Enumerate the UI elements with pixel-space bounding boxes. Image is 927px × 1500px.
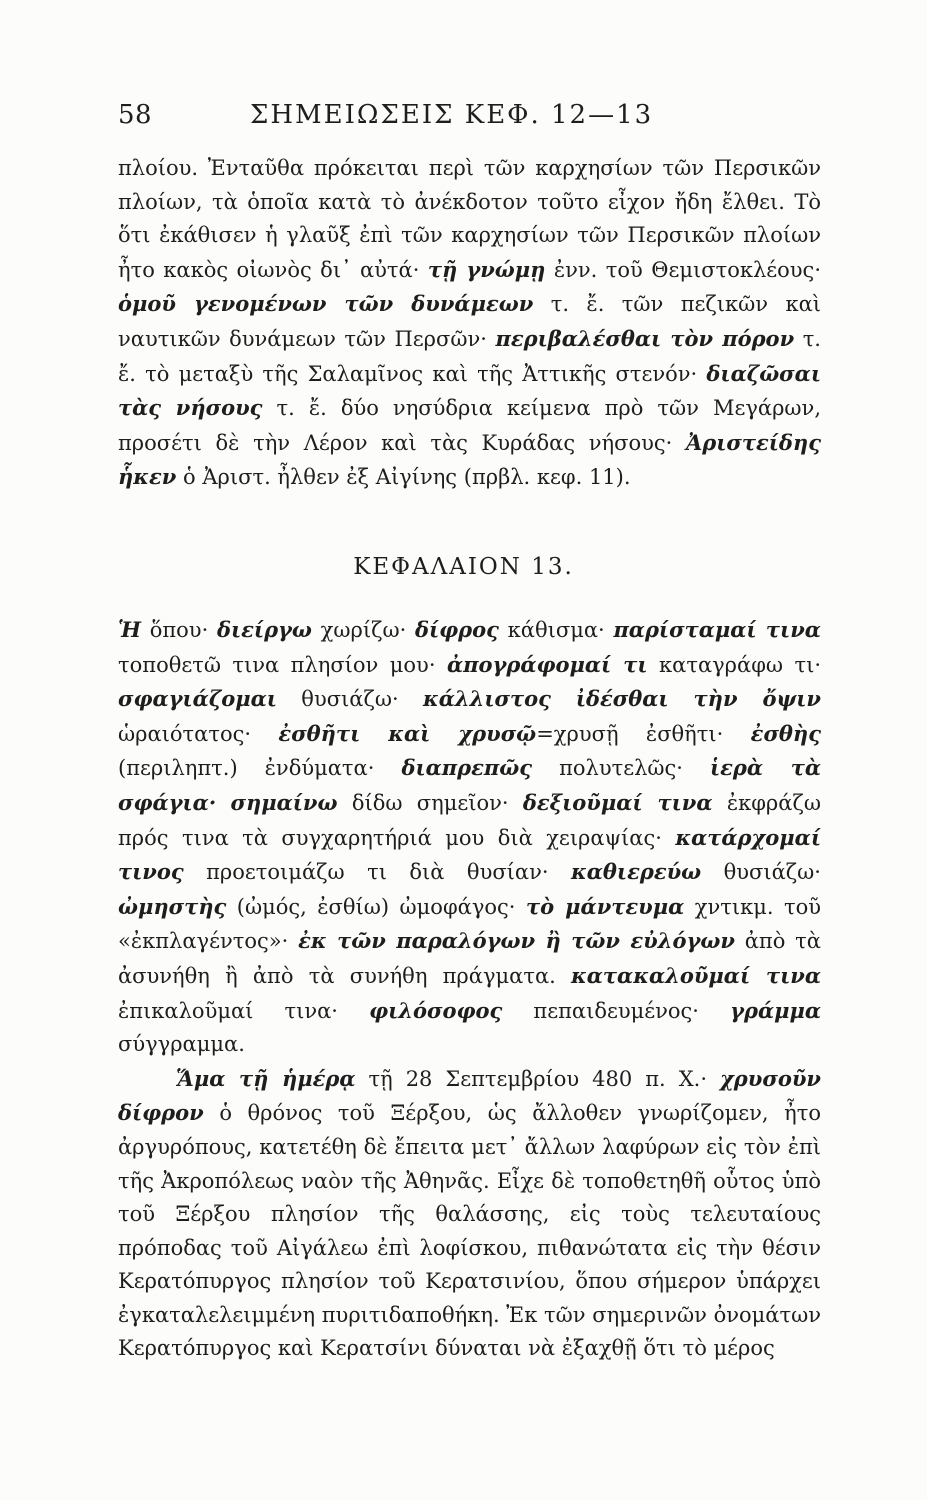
paragraph: πλοίου. Ἐνταῦθα πρόκειται περὶ τῶν καρχησίων τῶν Περσικῶν πλοίων, τὰ ὁποῖα κατὰ τὸ ἀνέκδοτον τοῦτο εἶχον ἤδη ἔλθει. Τὸ ὅτι ἐκάθισεν ἡ γλαῦξ ἐπὶ τῶν καρχησίων τῶν Περσικῶν πλοίων ἦτο κακὸς οἰωνὸς δι᾽ αὐτά· τῇ γνώμῃ ἐνν. τοῦ Θεμιστοκλέους· ὁμοῦ γενομένων τῶν δυνάμεων τ. ἔ. τῶν πεζικῶν καὶ ναυτικῶν δυνάμεων τῶν Περσῶν· περιβαλέσθαι τὸν πόρον τ. ἔ. τὸ μεταξὺ τῆς Σαλαμῖνος καὶ τῆς Ἀττικῆς στενόν· διαζῶσαι τὰς νήσους τ. ἔ. δύο νησύδρια κείμενα πρὸ τῶν Μεγάρων, προσέτι δὲ τὴν Λέρον καὶ τὰς Κυράδας νήσους· Ἀριστείδης ἧκεν ὁ Ἀριστ. ἦλθεν ἐξ Αἰγίνης (πρβλ. κεφ. 11). — [118, 156, 821, 490]
lemma: τὸ μάντευμα — [525, 893, 685, 919]
lemma: Ἅμα τῇ ἡμέρᾳ — [176, 1065, 356, 1091]
lemma: φιλόσοφος — [369, 997, 503, 1023]
lemma: ἐσθῆτι καὶ χρυσῷ — [278, 720, 537, 746]
lemma: χρυσοῦν δίφρον — [118, 1065, 821, 1126]
lemma: Ἀριστείδης ἧκεν — [118, 429, 821, 490]
lemma: Ἡ — [118, 617, 141, 642]
lemma: δεξιοῦμαί τινα — [522, 789, 713, 815]
lemma: περιβαλέσθαι τὸν πόρον — [495, 325, 795, 351]
lemma: κατάρχομαί τινος — [118, 824, 821, 885]
lemma: τῇ γνώμῃ — [427, 256, 546, 282]
paragraph: Ἡ ὅπου· διείργω χωρίζω· δίφρος κάθισμα· παρίσταμαί τινα τοποθετῶ τινα πλησίον μου· ἀπογράφομαί τι καταγράφω τι· σφαγιάζομαι θυσιάζω· κάλλιστος ἰδέσθαι τὴν ὄψιν ὡραιότατος· ἐσθῆτι καὶ χρυσῷ=χρυσῇ ἐσθῆτι· ἐσθὴς (περιληπτ.) ἐνδύματα· διαπρεπῶς πολυτελῶς· ἱερὰ τὰ σφάγια· σημαίνω δίδω σημεῖον· δεξιοῦμαί τινα ἐκφράζω πρός τινα τὰ συγχαρητήριά μου διὰ χειραψίας· κατάρχομαί τινος προετοιμάζω τι διὰ θυσίαν· καθιερεύω θυσιάζω· ὠμηστὴς (ὠμός, ἐσθίω) ὠμοφάγος· τὸ μάντευμα χντικμ. τοῦ «ἐκπλαγέντος»· ἐκ τῶν παραλόγων ἢ τῶν εὐλόγων ἀπὸ τὰ ἀσυνήθη ἢ ἀπὸ τὰ συνήθη πράγματα. κατακαλοῦμαί τινα ἐπικαλοῦμαί τινα· φιλόσοφος πεπαιδευμένος· γράμμα σύγγραμμα. — [118, 617, 822, 1057]
lemma: σφαγιάζομαι — [118, 686, 277, 712]
lemma: ἐκ τῶν παραλόγων ἢ τῶν εὐλόγων — [298, 928, 735, 954]
paragraph: Ἅμα τῇ ἡμέρᾳ τῇ 28 Σεπτεμβρίου 480 π. Χ.· χρυσοῦν δίφρον ὁ θρόνος τοῦ Ξέρξου, ὡς ἄλλοθεν γνωρίζομεν, ἦτο ἀργυρόπους, κατετέθη δὲ ἔπειτα μετ᾽ ἄλλων λαφύρων εἰς τὸν ἐπὶ τῆς Ἀκροπόλεως ναὸν τῆς Ἀθηνᾶς. Εἶχε δὲ τοποθετηθῆ οὗτος ὑπὸ τοῦ Ξέρξου πλησίον τῆς θαλάσσης, εἰς τοὺς τελευταίους πρόποδας τοῦ Αἰγάλεω ἐπὶ λοφίσκου, πιθανώτατα εἰς τὴν θέσιν Κερατόπυργος πλησίον τοῦ Κερατσινίου, ὅπου σήμερον ὑπάρχει ἐγκαταλελειμμένη πυριτιδαποθήκη. Ἐκ τῶν σημερινῶν ὀνομάτων Κερατόπυργος καὶ Κερατσίνι δύναται νὰ ἐξαχθῇ ὅτι τὸ μέρος — [118, 1065, 821, 1361]
notes-chapter-13 — [118, 613, 821, 1366]
lemma: γράμμα — [730, 997, 821, 1023]
page-number: 58 — [118, 100, 153, 130]
lemma: ἱερὰ τὰ σφάγια· — [118, 755, 821, 815]
lemma: διαπρεπῶς — [401, 755, 533, 781]
lemma: καθιερεύω — [571, 859, 702, 885]
lemma: ὠμηστὴς — [118, 893, 227, 919]
lemma: διαζῶσαι τὰς νήσους — [118, 360, 821, 421]
notes-chapter-12-end — [118, 152, 821, 495]
lemma: ἀπογράφομαί τι — [446, 651, 648, 677]
lemma: παρίσταμαί τινα — [613, 617, 821, 642]
lemma: διείργω — [216, 617, 312, 642]
chapter-heading: ΚΕΦΑΛΑΙΟΝ 13. — [353, 554, 574, 580]
lemma: δίφρος — [415, 617, 499, 642]
lemma: ὁμοῦ γενομένων τῶν δυνάμεων — [118, 291, 534, 317]
lemma: κάλλιστος ἰδέσθαι τὴν ὄψιν — [422, 686, 821, 712]
lemma: σημαίνω — [230, 789, 338, 815]
lemma: κατακαλοῦμαί τινα — [571, 962, 821, 988]
lemma: ἐσθὴς — [750, 720, 821, 746]
running-title: ΣΗΜΕΙΩΣΕΙΣ ΚΕΦ. 12—13 — [250, 100, 654, 130]
